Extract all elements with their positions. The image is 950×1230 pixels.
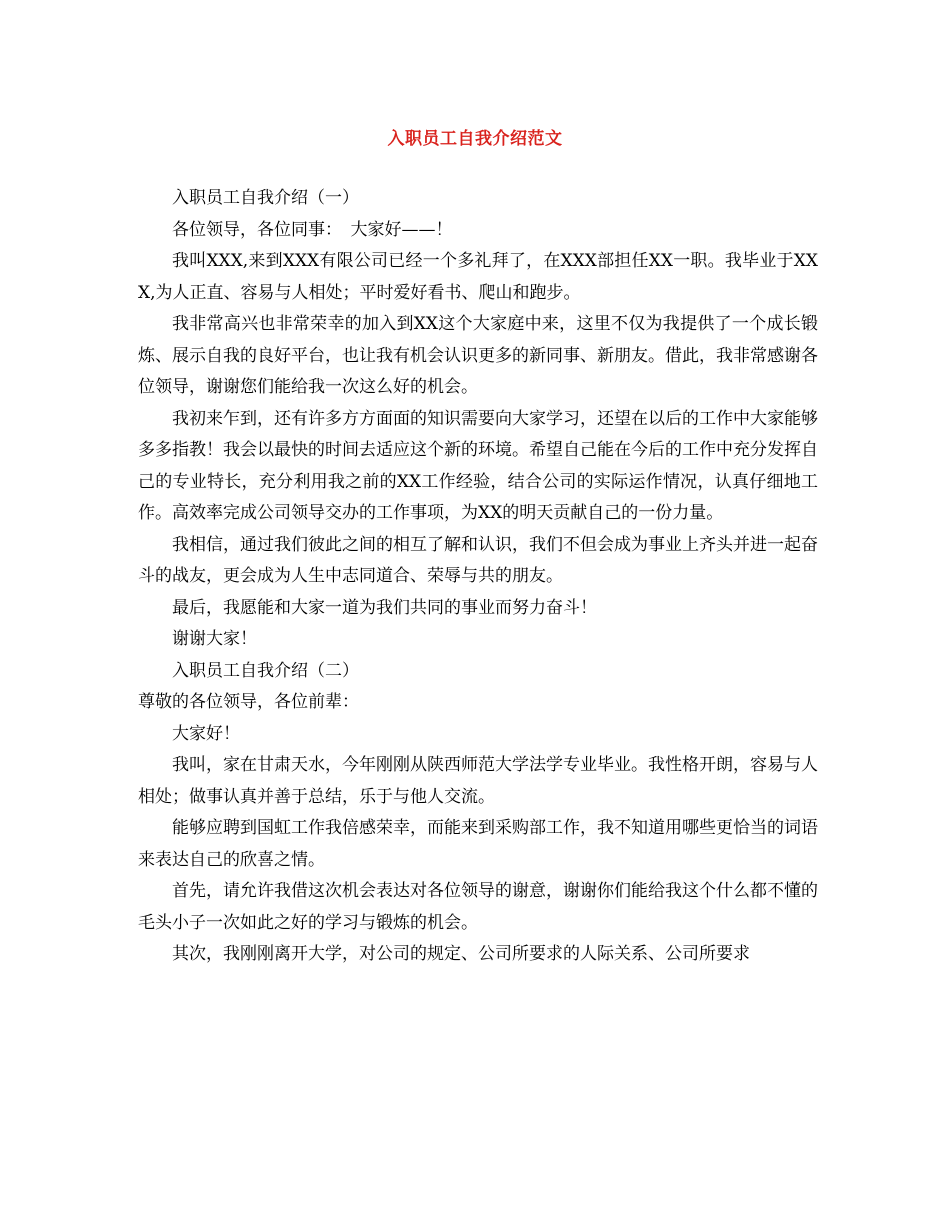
body-paragraph: 我初来乍到，还有许多方方面面的知识需要向大家学习，还望在以后的工作中大家能够多多指教！我会以最快的时间去适应这个新的环境。希望自己能在今后的工作中充分发挥自己的专业特长，充分利用我之前的XX工作经验，结合公司的实际运作情况，认真仔细地工作。高效率完成公司领导交办的工作事项，为XX的明天贡献自己的一份力量。 [138,408,818,523]
section-heading-2: 入职员工自我介绍（二） [172,660,359,681]
body-paragraph: 能够应聘到国虹工作我倍感荣幸，而能来到采购部工作，我不知道用哪些更恰当的词语来表达自己的欣喜之情。 [138,818,818,870]
body-paragraph: 我非常高兴也非常荣幸的加入到XX这个大家庭中来，这里不仅为我提供了一个成长锻炼、展示自我的良好平台，也让我有机会认识更多的新同事、新朋友。借此，我非常感谢各位领导，谢谢您们能给我一次这么好的机会。 [138,314,818,397]
body-paragraph: 我相信，通过我们彼此之间的相互了解和认识，我们不但会成为事业上齐头并进一起奋斗的战友，更会成为人生中志同道合、荣辱与共的朋友。 [138,534,818,586]
greeting-paragraph-1: 各位领导，各位同事： 大家好——！ [172,219,453,240]
salutation-line: 尊敬的各位领导，各位前辈： [138,692,359,712]
body-paragraph: 首先，请允许我借这次机会表达对各位领导的谢意，谢谢你们能给我这个什么都不懂的毛头小子一次如此之好的学习与锻炼的机会。 [138,881,818,933]
body-paragraph: 我叫，家在甘肃天水，今年刚刚从陕西师范大学法学专业毕业。我性格开朗，容易与人相处；做事认真并善于总结，乐于与他人交流。 [138,755,818,807]
body-paragraph: 我叫XXX,来到XXX有限公司已经一个多礼拜了，在XXX部担任XX一职。我毕业于XXX,为人正直、容易与人相处；平时爱好看书、爬山和跑步。 [138,251,818,303]
greeting-paragraph-2: 大家好！ [172,723,240,744]
document-title: 入职员工自我介绍范文 [387,129,563,149]
section-heading-1: 入职员工自我介绍（一） [172,188,359,208]
body-paragraph: 最后，我愿能和大家一道为我们共同的事业而努力奋斗！ [172,597,597,618]
body-paragraph: 其次，我刚刚离开大学，对公司的规定、公司所要求的人际关系、公司所要求 [172,944,750,964]
closing-line: 谢谢大家！ [172,629,257,649]
document-body [138,183,818,971]
